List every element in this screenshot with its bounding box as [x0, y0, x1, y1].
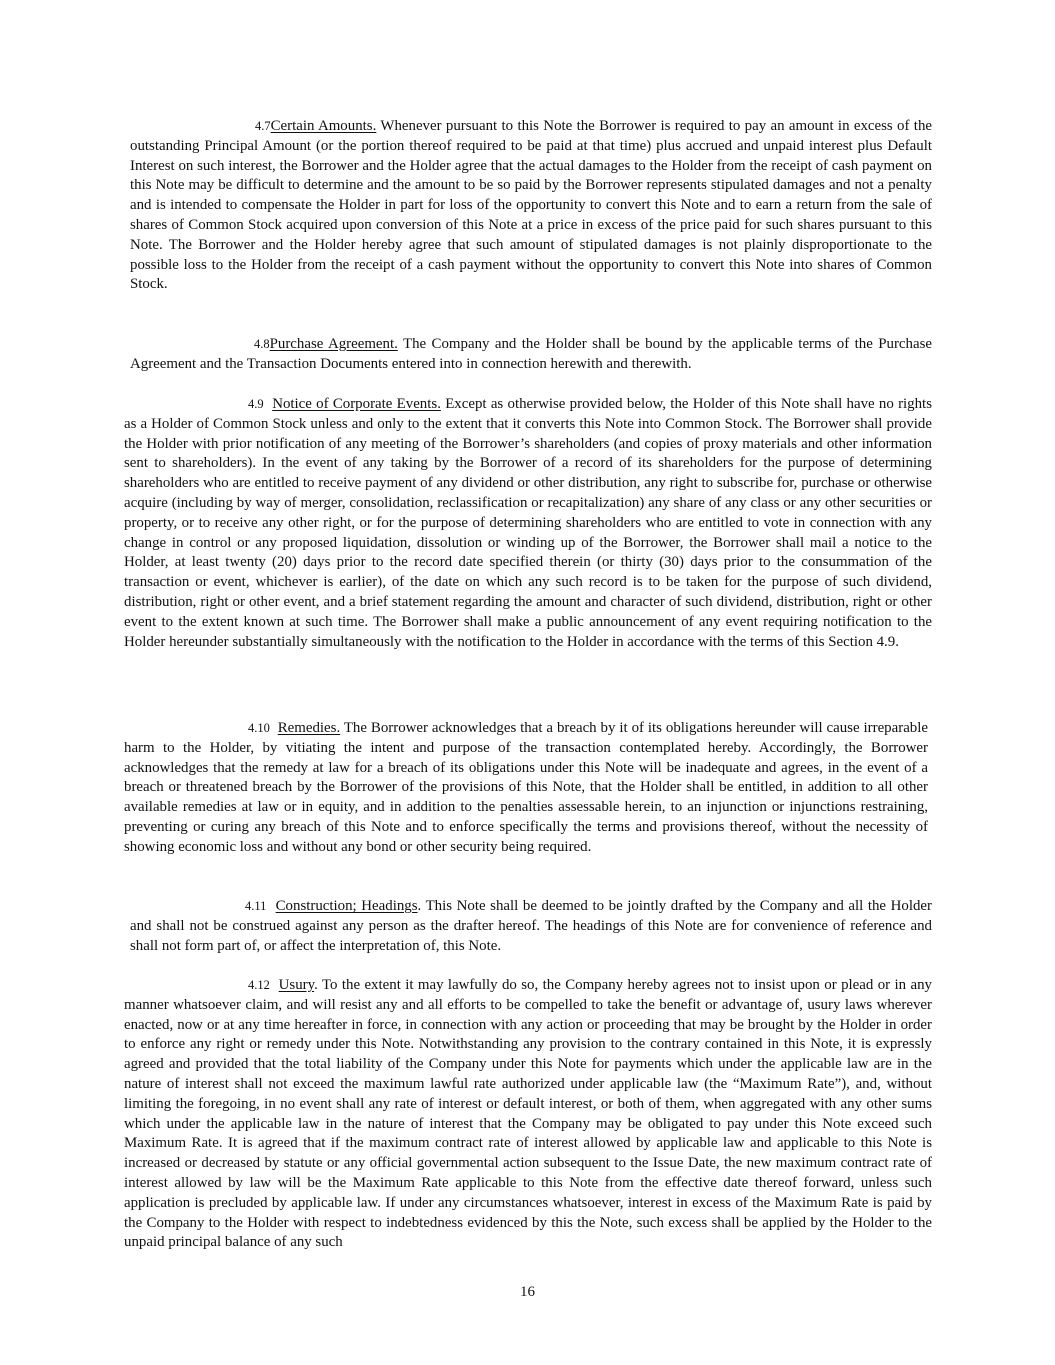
section-number: 4.7	[255, 119, 271, 133]
section-4-8	[130, 335, 932, 375]
section-4-10	[124, 719, 928, 858]
section-heading: Usury	[278, 977, 315, 993]
section-heading: Construction; Headings	[275, 898, 418, 914]
section-4-9	[124, 395, 932, 652]
section-4-11	[130, 897, 932, 956]
section-body: Whenever pursuant to this Note the Borrower is required to pay an amount in excess of the outstanding Principal Amount (or the portion thereof required to be paid at that time) plus accrued and unpaid interest plus Default Interest on such interest, the Borrower and the Holder agree that the actual damages to the Holder from the receipt of cash payment on this Note may be difficult to determine and the amount to be so paid by the Borrower represents stipulated damages and not a penalty and is intended to compensate the Holder in part for loss of the opportunity to convert this Note and to earn a return from the sale of shares of Common Stock acquired upon conversion of this Note at a price in excess of the price paid for such shares pursuant to this Note. The Borrower and the Holder hereby agree that such amount of stipulated damages is not plainly disproportionate to the possible loss to the Holder from the receipt of a cash payment without the opportunity to convert this Note into shares of Common Stock.	[130, 118, 933, 293]
section-heading: Purchase Agreement.	[269, 336, 398, 352]
section-number: 4.11	[245, 899, 267, 913]
section-number: 4.9	[248, 397, 264, 411]
section-body: . To the extent it may lawfully do so, the Company hereby agrees not to insist upon or plead or in any manner whatsoever claim, and will resist any and all efforts to be compelled to take the benefit or advantage of, usury laws wherever enacted, now or at any time hereafter in force, in connection with any action or proceeding that may be brought by the Holder in order to enforce any right or remedy under this Note. Notwithstanding any provision to the contrary contained in this Note, it is expressly agreed and provided that the total liability of the Company under this Note for payments which under the applicable law are in the nature of interest shall not exceed the maximum lawful rate authorized under applicable law (the “Maximum Rate”), and, without limiting the foregoing, in no event shall any rate of interest or default interest, or both of them, when aggregated with any other sums which under the applicable law in the nature of interest that the Company may be obligated to pay under this Note exceed such Maximum Rate. It is agreed that if the maximum contract rate of interest allowed by applicable law and applicable to this Note is increased or decreased by statute or any official governmental action subsequent to the Issue Date, the new maximum contract rate of interest allowed by law will be the Maximum Rate applicable to this Note from the effective date thereof forward, unless such application is precluded by applicable law. If under any circumstances whatsoever, interest in excess of the Maximum Rate is paid by the Company to the Holder with respect to indebtedness evidenced by this the Note, such excess shall be applied by the Holder to the unpaid principal balance of any such	[124, 977, 932, 1251]
section-heading: Notice of Corporate Events.	[272, 396, 441, 412]
section-heading: Certain Amounts.	[270, 118, 377, 134]
section-4-7	[130, 117, 932, 295]
section-number: 4.12	[248, 978, 270, 992]
section-body: Except as otherwise provided below, the Holder of this Note shall have no rights as a Holder of Common Stock unless and only to the extent that it converts this Note into Common Stock. The Borrower shall provide the Holder with prior notification of any meeting of the Borrower’s shareholders (and copies of proxy materials and other information sent to shareholders). In the event of any taking by the Borrower of a record of its shareholders for the purpose of determining shareholders who are entitled to receive payment of any dividend or other distribution, any right to subscribe for, purchase or otherwise acquire (including by way of merger, consolidation, reclassification or recapitalization) any share of any class or any other securities or property, or to receive any other right, or for the purpose of determining shareholders who are entitled to vote in connection with any change in control or any proposed liquidation, dissolution or winding up of the Borrower, the Borrower shall mail a notice to the Holder, at least twenty (20) days prior to the record date specified therein (or thirty (30) days prior to the consummation of the transaction or event, whichever is earlier), of the date on which any such record is to be taken for the purpose of such dividend, distribution, right or other event, and a brief statement regarding the amount and character of such dividend, distribution, right or other event to the extent known at such time. The Borrower shall make a public announcement of any event requiring notification to the Holder hereunder substantially simultaneously with the notification to the Holder in accordance with the terms of this Section 4.9.	[124, 396, 932, 650]
section-body: The Company and the Holder shall be bound by the applicable terms of the Purchase Agreement and the Transaction Documents entered into in connection herewith and therewith.	[130, 336, 932, 372]
section-number: 4.8	[254, 337, 270, 351]
section-body: The Borrower acknowledges that a breach by it of its obligations hereunder will cause irreparable harm to the Holder, by vitiating the intent and purpose of the transaction contemplated hereby. Accordingly, the Borrower acknowledges that the remedy at law for a breach of its obligations under this Note will be inadequate and agrees, in the event of a breach or threatened breach by the Borrower of the provisions of this Note, that the Holder shall be entitled, in addition to all other available remedies at law or in equity, and in addition to the penalties assessable herein, to an injunction or injunctions restraining, preventing or curing any breach of this Note and to enforce specifically the terms and provisions thereof, without the necessity of showing economic loss and without any bond or other security being required.	[124, 720, 928, 855]
section-heading: Remedies.	[277, 720, 341, 736]
section-body: . This Note shall be deemed to be jointly drafted by the Company and all the Holder and shall not be construed against any person as the drafter hereof. The headings of this Note are for convenience of reference and shall not form part of, or affect the interpretation of, this Note.	[130, 898, 932, 954]
section-4-12	[124, 976, 932, 1253]
section-number: 4.10	[248, 721, 270, 735]
page-number: 16	[520, 1284, 535, 1300]
